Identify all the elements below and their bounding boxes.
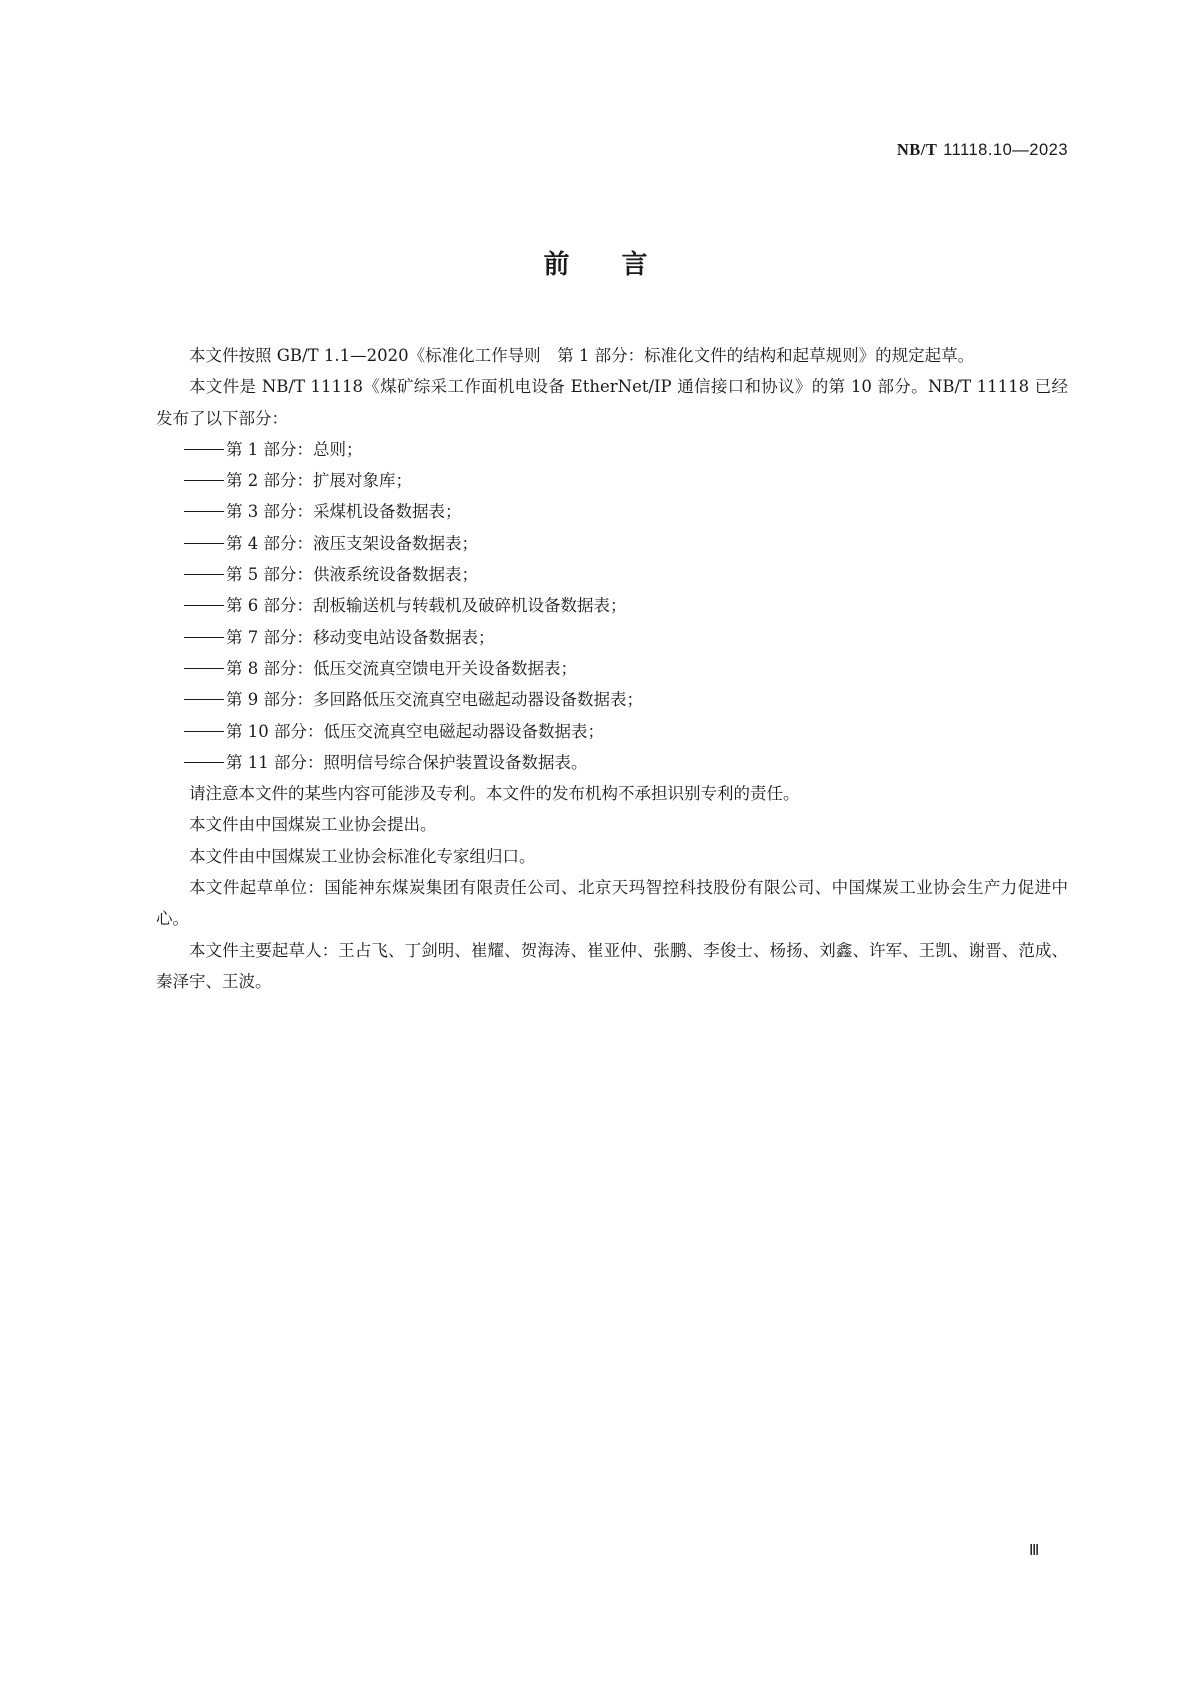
parts-list: [156, 434, 1068, 778]
dash-marker: [184, 543, 224, 544]
list-item: 第 2 部分：扩展对象库；: [156, 465, 1068, 496]
list-item: 第 6 部分：刮板输送机与转载机及破碎机设备数据表；: [156, 590, 1068, 621]
dash-marker: [184, 605, 224, 606]
paragraph-series-info: 本文件是 NB/T 11118《煤矿综采工作面机电设备 EtherNet/IP 通信接口和协议》的第 10 部分。NB/T 11118 已经发布了以下部分：: [156, 377, 1068, 428]
dash-marker: [184, 762, 224, 763]
list-item: 第 1 部分：总则；: [156, 434, 1068, 465]
dash-marker: [184, 511, 224, 512]
paragraph-drafting-units: 本文件起草单位：国能神东煤炭集团有限责任公司、北京天玛智控科技股份有限公司、中国煤炭工业协会生产力促进中心。: [156, 878, 1068, 929]
paragraph-proposer: 本文件由中国煤炭工业协会提出。: [189, 815, 437, 835]
list-item: 第 5 部分：供液系统设备数据表；: [156, 559, 1068, 590]
foreword-body: [156, 340, 1068, 997]
list-item: 第 4 部分：液压支架设备数据表；: [156, 528, 1068, 559]
dash-marker: [184, 699, 224, 700]
list-item: 第 8 部分：低压交流真空馈电开关设备数据表；: [156, 653, 1068, 684]
paragraph-drafters: 本文件主要起草人：王占飞、丁剑明、崔耀、贺海涛、崔亚仲、张鹏、李俊士、杨扬、刘鑫、许军、王凯、谢晋、范成、秦泽宇、王波。: [156, 940, 1068, 991]
standard-code-prefix: NB/T: [896, 140, 938, 159]
list-item: 第 7 部分：移动变电站设备数据表；: [156, 622, 1068, 653]
title-char-2: 言: [621, 250, 648, 280]
title-char-1: 前: [543, 250, 570, 280]
dash-marker: [184, 574, 224, 575]
standard-code: [897, 140, 1068, 160]
list-item: 第 3 部分：采煤机设备数据表；: [156, 496, 1068, 527]
dash-marker: [184, 668, 224, 669]
list-item: 第 9 部分：多回路低压交流真空电磁起动器设备数据表；: [156, 684, 1068, 715]
page-title: [0, 244, 1191, 281]
dash-marker: [184, 637, 224, 638]
standard-code-number: 11118.10—2023: [943, 141, 1068, 159]
dash-marker: [184, 731, 224, 732]
dash-marker: [184, 449, 224, 450]
list-item: 第 11 部分：照明信号综合保护装置设备数据表。: [156, 747, 1068, 778]
page-number: Ⅲ: [1029, 1543, 1040, 1559]
list-item: 第 10 部分：低压交流真空电磁起动器设备数据表；: [156, 716, 1068, 747]
dash-marker: [184, 480, 224, 481]
paragraph-patent-notice: 请注意本文件的某些内容可能涉及专利。本文件的发布机构不承担识别专利的责任。: [189, 784, 800, 804]
paragraph-drafting-rules: 本文件按照 GB/T 1.1—2020《标准化工作导则 第 1 部分：标准化文件的结构和起草规则》的规定起草。: [189, 346, 975, 365]
paragraph-technical-committee: 本文件由中国煤炭工业协会标准化专家组归口。: [189, 846, 536, 866]
